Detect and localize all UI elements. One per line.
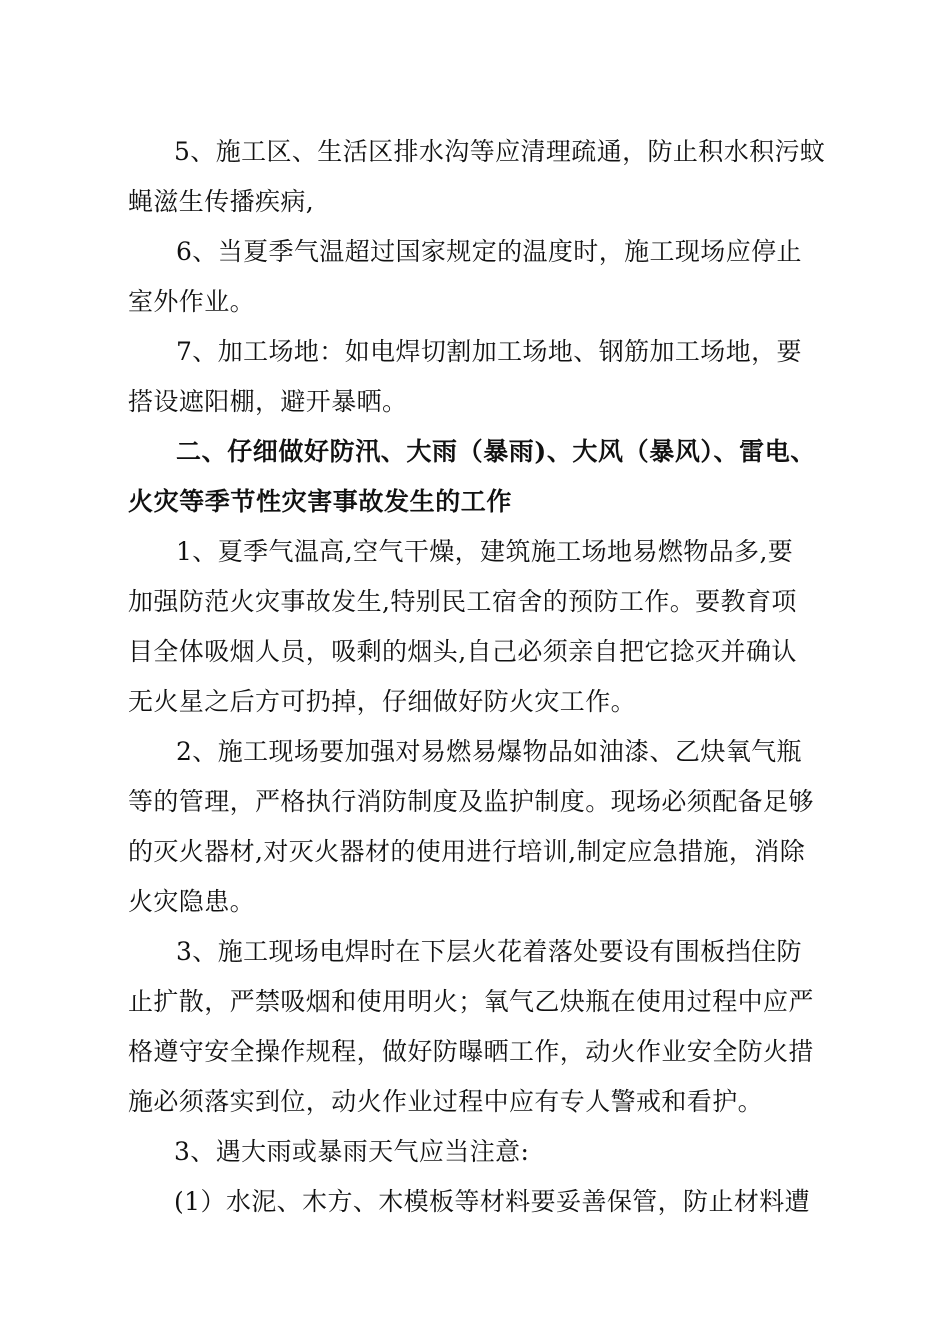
paragraph-line: 蝇滋生传播疾病, xyxy=(128,187,315,216)
paragraph-line: 火灾隐患。 xyxy=(128,887,256,916)
paragraph-line: 搭设遮阳棚，避开暴晒。 xyxy=(128,387,408,416)
paragraph-line: 3、遇大雨或暴雨天气应当注意: xyxy=(174,1137,530,1166)
paragraph-line: 1、夏季气温高,空气干燥，建筑施工场地易燃物品多,要 xyxy=(176,537,794,566)
paragraph-line: 等的管理，严格执行消防制度及监护制度。现场必须配备足够 xyxy=(128,787,814,816)
paragraph-line: 施必须落实到位，动火作业过程中应有专人警戒和看护。 xyxy=(128,1087,764,1116)
paragraph-item-5 xyxy=(128,127,828,227)
heading-line: 火灾等季节性灾害事故发生的工作 xyxy=(128,487,513,516)
paragraph-line: 的灭火器材,对灭火器材的使用进行培训,制定应急措施，消除 xyxy=(128,837,806,866)
paragraph-fire-3 xyxy=(128,927,828,1127)
paragraph-line: 3、施工现场电焊时在下层火花着落处要设有围板挡住防 xyxy=(176,937,802,966)
paragraph-fire-2 xyxy=(128,727,828,927)
document-body xyxy=(128,127,828,1227)
paragraph-item-7 xyxy=(128,327,828,427)
heading-line: 二、仔细做好防汛、大雨（暴雨)、大风（暴风）、雷电、 xyxy=(176,437,816,466)
paragraph-line: 无火星之后方可扔掉，仔细做好防火灾工作。 xyxy=(128,687,637,716)
paragraph-line: 目全体吸烟人员，吸剩的烟头,自己必须亲自把它捻灭并确认 xyxy=(128,637,797,666)
paragraph-line: 7、加工场地：如电焊切割加工场地、钢筋加工场地，要 xyxy=(176,337,802,366)
paragraph-line: 2、施工现场要加强对易燃易爆物品如油漆、乙炔氧气瓶 xyxy=(176,737,802,766)
paragraph-line: 加强防范火灾事故发生,特别民工宿舍的预防工作。要教育项 xyxy=(128,587,797,616)
paragraph-line: 室外作业。 xyxy=(128,287,256,316)
paragraph-line: 5、施工区、生活区排水沟等应清理疏通，防止积水积污蚊 xyxy=(174,137,826,166)
paragraph-rain-sub-1 xyxy=(128,1177,828,1227)
paragraph-line: (1）水泥、木方、木模板等材料要妥善保管，防止材料遭 xyxy=(174,1187,811,1216)
section-heading-2 xyxy=(128,427,828,527)
paragraph-rain xyxy=(128,1127,828,1177)
paragraph-line: 6、当夏季气温超过国家规定的温度时，施工现场应停止 xyxy=(176,237,802,266)
paragraph-line: 格遵守安全操作规程，做好防曝晒工作，动火作业安全防火措 xyxy=(128,1037,814,1066)
paragraph-line: 止扩散，严禁吸烟和使用明火；氧气乙炔瓶在使用过程中应严 xyxy=(128,987,814,1016)
paragraph-item-6 xyxy=(128,227,828,327)
paragraph-fire-1 xyxy=(128,527,828,727)
